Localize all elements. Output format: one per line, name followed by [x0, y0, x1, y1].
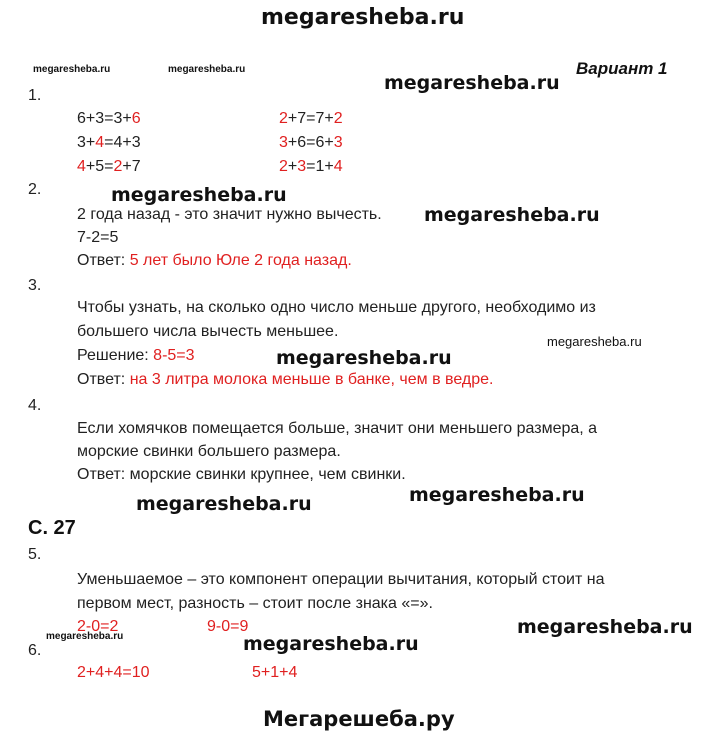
- watermark: megaresheba.ru: [33, 64, 111, 75]
- answer-label: Ответ:: [77, 371, 130, 388]
- watermark: megaresheba.ru: [46, 631, 124, 642]
- answer-digit: 6: [131, 110, 141, 127]
- equation-right: [279, 109, 343, 129]
- answer-text: 5 лет было Юле 2 года назад.: [129, 252, 352, 269]
- task-3-text-2: большего числа вычесть меньшее.: [77, 323, 339, 340]
- task-5-example-1: 2-0=2: [77, 618, 119, 635]
- answer-digit: 3: [279, 134, 288, 151]
- variant-label: Вариант 1: [576, 59, 668, 78]
- equation-part: +7: [122, 158, 141, 175]
- watermark: megaresheba.ru: [384, 72, 560, 94]
- watermark: megaresheba.ru: [136, 493, 312, 515]
- task-4-number: 4.: [28, 397, 42, 414]
- equation-left: [77, 157, 141, 177]
- equation-part: +7=7+: [287, 110, 334, 127]
- task-3-text-1: Чтобы узнать, на сколько одно число меньше другого, необходимо из: [77, 299, 596, 316]
- equation-part: +6=6+: [287, 134, 334, 151]
- task-2-text: 2 года назад - это значит нужно вычесть.: [77, 206, 382, 223]
- task-4-text-2: морские свинки большего размера.: [77, 443, 341, 460]
- answer-digit: 4: [77, 158, 86, 175]
- watermark: megaresheba.ru: [168, 64, 246, 75]
- equation-part: +5=: [85, 158, 114, 175]
- answer-text: на 3 литра молока меньше в банке, чем в ведре.: [129, 371, 494, 388]
- answer-digit: 3: [333, 134, 343, 151]
- task-2-calc: 7-2=5: [77, 229, 119, 246]
- task-6-number: 6.: [28, 642, 42, 659]
- watermark: megaresheba.ru: [517, 616, 693, 638]
- task-4-answer: Ответ: морские свинки крупнее, чем свинки.: [77, 466, 406, 483]
- task-3-number: 3.: [28, 277, 42, 294]
- task-3-solution: [77, 346, 195, 366]
- solution-label: Решение:: [77, 347, 154, 364]
- answer-label: Ответ:: [77, 252, 130, 269]
- section-title: С. 27: [28, 517, 76, 539]
- task-6-example-1: 2+4+4=10: [77, 664, 150, 681]
- equation-right: [279, 157, 343, 177]
- answer-digit: 2: [279, 158, 288, 175]
- watermark: megaresheba.ru: [547, 334, 642, 349]
- task-5-text-1: Уменьшаемое – это компонент операции вычитания, который стоит на: [77, 571, 605, 588]
- task-5-number: 5.: [28, 546, 42, 563]
- answer-digit: 2: [279, 110, 288, 127]
- watermark: megaresheba.ru: [243, 633, 419, 655]
- equation-left: [77, 133, 141, 153]
- equation-part: 3+: [77, 134, 96, 151]
- task-3-answer: [77, 370, 493, 390]
- task-1-number: 1.: [28, 87, 42, 104]
- equation-part: +: [287, 158, 298, 175]
- equation-right: [279, 133, 343, 153]
- equation-part: 6+3=3+: [77, 110, 132, 127]
- task-5-example-2: 9-0=9: [207, 618, 249, 635]
- task-2-answer: [77, 251, 352, 271]
- task-5-text-2: первом мест, разность – стоит после знака «=».: [77, 595, 433, 612]
- equation-left: [77, 109, 141, 129]
- equation-part: =4+3: [104, 134, 141, 151]
- watermark: megaresheba.ru: [409, 484, 585, 506]
- page-header: megaresheba.ru: [261, 5, 465, 30]
- task-4-text-1: Если хомячков помещается больше, значит они меньшего размера, а: [77, 420, 598, 437]
- task-6-example-2: 5+1+4: [252, 664, 298, 681]
- answer-digit: 2: [113, 158, 123, 175]
- equation-part: =1+: [306, 158, 334, 175]
- task-2-number: 2.: [28, 181, 42, 198]
- page-footer: Мегарешеба.ру: [263, 707, 455, 731]
- answer-digit: 3: [297, 158, 307, 175]
- answer-digit: 4: [95, 134, 105, 151]
- solution-text: 8-5=3: [153, 347, 195, 364]
- answer-digit: 2: [333, 110, 343, 127]
- watermark: megaresheba.ru: [424, 204, 600, 226]
- answer-digit: 4: [333, 158, 343, 175]
- watermark: megaresheba.ru: [111, 184, 287, 206]
- watermark: megaresheba.ru: [276, 347, 452, 369]
